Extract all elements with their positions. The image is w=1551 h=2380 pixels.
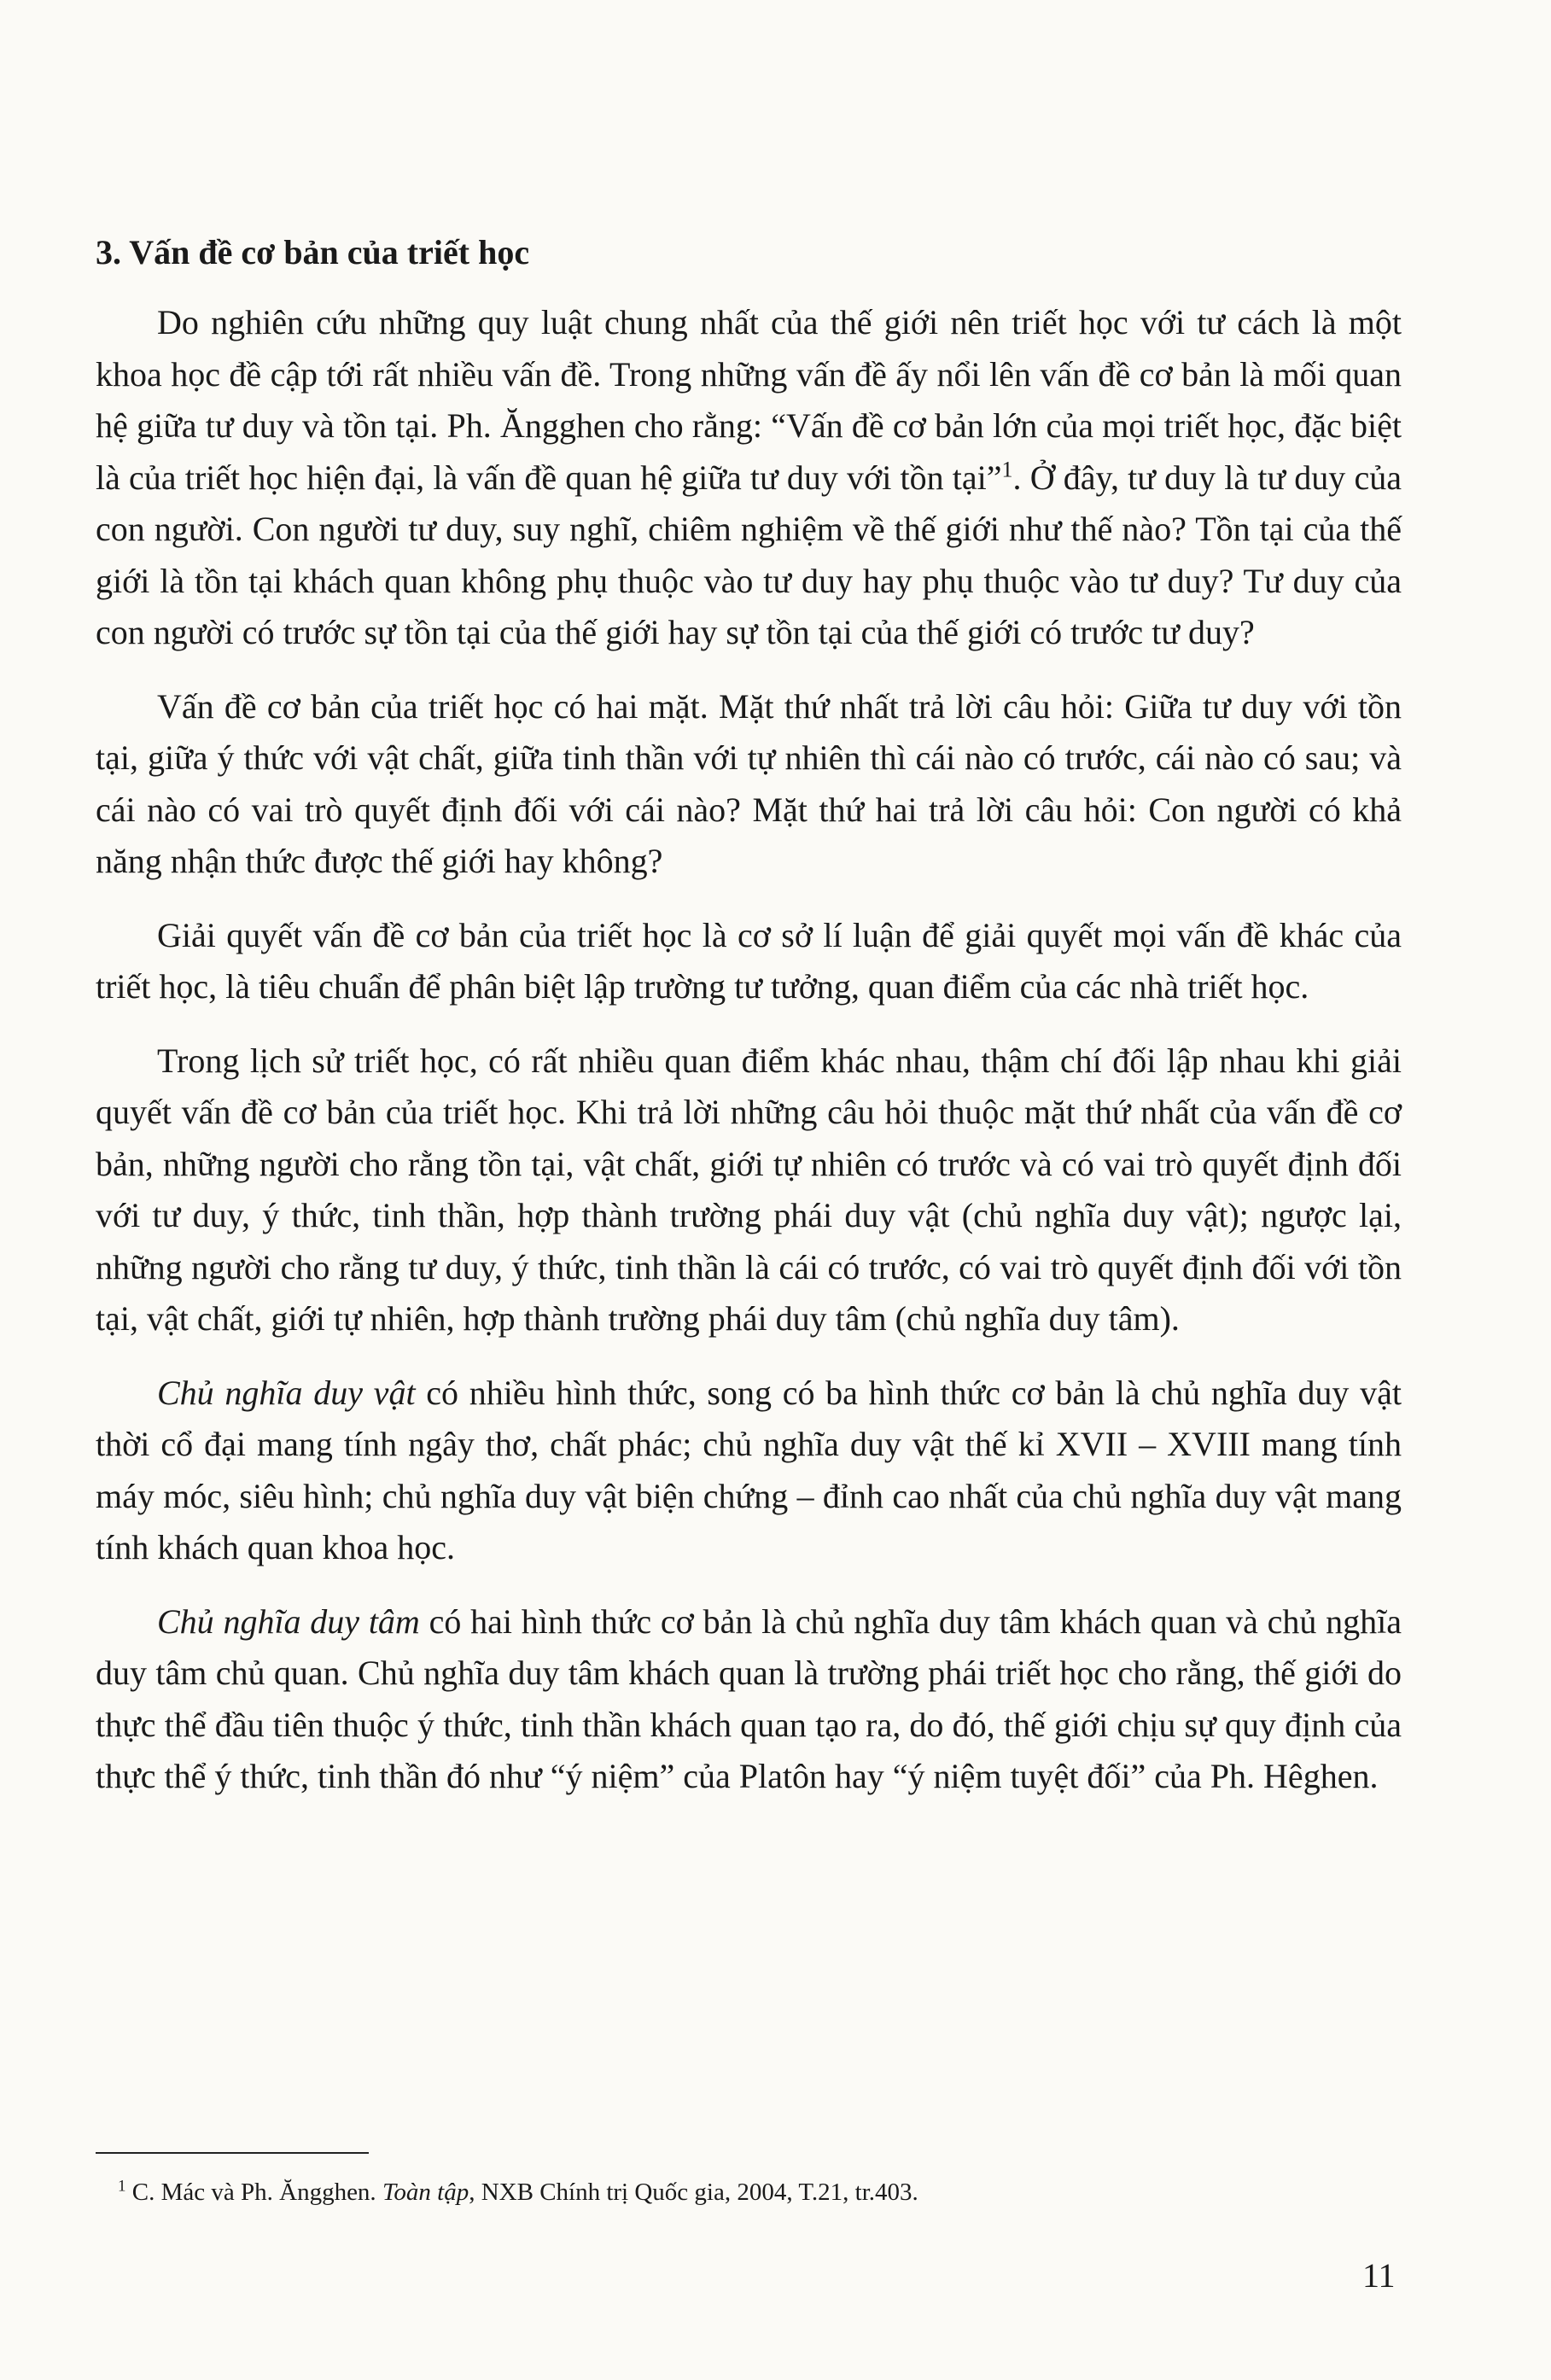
- paragraph-6-lead: Chủ nghĩa duy tâm: [157, 1601, 420, 1641]
- paragraph-3-text: Giải quyết vấn đề cơ bản của triết học là cơ sở lí luận để giải quyết mọi vấn đề khác của triết học, là tiêu chuẩn để phân biệt lập trường tư tưởng, quan điểm của các nhà triết học.: [96, 915, 1402, 1006]
- paragraph-5-lead: Chủ nghĩa duy vật: [157, 1373, 416, 1412]
- paragraph-1-text: Do nghiên cứu những quy luật chung nhất của thế giới nên triết học với tư cách là một khoa học đề cập tới rất nhiều vấn đề. Trong những vấn đề ấy nổi lên vấn đề cơ bản là mối quan hệ giữa tư duy và tồn tại. Ph. Ăngghen cho rằng: “Vấn đề cơ bản lớn của mọi triết học, đặc biệt là của triết học hiện đại, là vấn đề quan hệ giữa tư duy với tồn tại”: [96, 303, 1402, 497]
- paragraph-5: [96, 1368, 1402, 1574]
- paragraph-5-text: có nhiều hình thức, song có ba hình thức cơ bản là chủ nghĩa duy vật thời cổ đại mang tính ngây thơ, chất phác; chủ nghĩa duy vật thế kỉ XVII – XVIII mang tính máy móc, siêu hình; chủ nghĩa duy vật biện chứng – đỉnh cao nhất của chủ nghĩa duy vật mang tính khách quan khoa học.: [96, 1373, 1402, 1566]
- paragraph-1-text-after: . Ở đây, tư duy là tư duy của con người. Con người tư duy, suy nghĩ, chiêm nghiệm về thế giới như thế nào? Tồn tại của thế giới là tồn tại khách quan không phụ thuộc vào tư duy hay phụ thuộc vào tư duy? Tư duy của con người có trước sự tồn tại của thế giới hay sự tồn tại của thế giới có trước tư duy?: [96, 458, 1402, 651]
- paragraph-4-text: Trong lịch sử triết học, có rất nhiều quan điểm khác nhau, thậm chí đối lập nhau khi giải quyết vấn đề cơ bản của triết học. Khi trả lời những câu hỏi thuộc mặt thứ nhất của vấn đề cơ bản, những người cho rằng tồn tại, vật chất, giới tự nhiên có trước và có vai trò quyết định đối với tư duy, ý thức, tinh thần, hợp thành trường phái duy vật (chủ nghĩa duy vật); ngược lại, những người cho rằng tư duy, ý thức, tinh thần là cái có trước, có vai trò quyết định đối với tồn tại, vật chất, giới tự nhiên, hợp thành trường phái duy tâm (chủ nghĩa duy tâm).: [96, 1041, 1402, 1338]
- paragraph-1: [96, 297, 1402, 659]
- footnote-rest: , NXB Chính trị Quốc gia, 2004, T.21, tr.403.: [469, 2179, 918, 2206]
- paragraph-3: [96, 910, 1402, 1013]
- paragraph-2-text: Vấn đề cơ bản của triết học có hai mặt. Mặt thứ nhất trả lời câu hỏi: Giữa tư duy với tồn tại, giữa ý thức với vật chất, giữa tinh thần với tự nhiên thì cái nào có trước, cái nào có sau; và cái nào có vai trò quyết định đối với cái nào? Mặt thứ hai trả lời câu hỏi: Con người có khả năng nhận thức được thế giới hay không?: [96, 686, 1402, 880]
- footnote-divider: [96, 2152, 369, 2154]
- footnote-ref: 1: [1001, 457, 1013, 482]
- paragraph-2: [96, 681, 1402, 888]
- footnote-title: Toàn tập: [382, 2179, 469, 2206]
- paragraph-6: [96, 1596, 1402, 1803]
- footnote-author: C. Mác và Ph. Ăngghen.: [125, 2179, 382, 2206]
- footnote-mark: 1: [118, 2177, 126, 2196]
- paragraph-6-text: có hai hình thức cơ bản là chủ nghĩa duy tâm khách quan và chủ nghĩa duy tâm chủ quan. Chủ nghĩa duy tâm khách quan là trường phái triết học cho rằng, thế giới do thực thể đầu tiên thuộc ý thức, tinh thần khách quan tạo ra, do đó, thế giới chịu sự quy định của thực thể ý thức, tinh thần đó như “ý niệm” của Platôn hay “ý niệm tuyệt đối” của Ph. Hêghen.: [96, 1601, 1402, 1795]
- page-body: [96, 227, 1402, 1825]
- paragraph-4: [96, 1035, 1402, 1345]
- page-number: 11: [1362, 2256, 1396, 2295]
- footnote: [118, 2175, 1398, 2209]
- section-heading: 3. Vấn đề cơ bản của triết học: [96, 233, 530, 271]
